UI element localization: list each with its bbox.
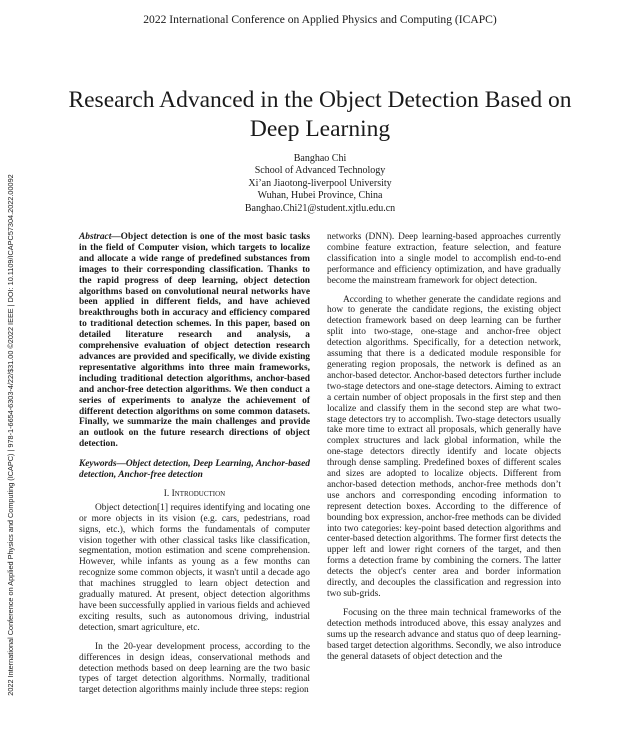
abstract-label: Abstract—: [79, 232, 121, 242]
author-block: [0, 153, 640, 215]
section-heading-introduction: [79, 489, 310, 500]
right-paragraph-2: Focusing on the three main technical frameworks of the detection methods introduced above, this essay analyzes and sums up the research advance and status quo of deep learning-based target detection algorithms. Secondly, we also introduce the general datasets of object detection and the: [327, 607, 561, 662]
abstract: [79, 232, 310, 450]
section-title: Introduction: [171, 488, 226, 499]
intro-paragraph-2: In the 20-year development process, according to the differences in design ideas, conservational methods and detection methods based on deep learning are the two basic types of target detection algorithms. Normally, traditional target detection algorithms mainly include three steps: region: [79, 641, 310, 696]
author-name: Banghao Chi: [293, 153, 347, 164]
keywords-label: Keywords—: [79, 459, 126, 470]
abstract-text: Object detection is one of the most basic tasks in the field of Computer vision, which targets to localize and allocate a wide range of predefined substances from images to their corresponding classification. Thanks to the rapid progress of deep learning, object detection algorithms based on convolutional neural networks have been applied in different fields, and have achieved breakthroughs both in accuracy and efficiency compared to traditional detection schemes. In this paper, based on detailed literature research and analysis, a comprehensive evaluation of object detection research advances are provided and specifically, we divide existing representative algorithms into three main frameworks, including traditional detection algorithms, anchor-based and anchor-free detection algorithms. We then conduct a series of experiments to analyze the achievement of different detection algorithms on some common datasets. Finally, we summarize the main challenges and provide an outlook on the future research directions of object detection.: [79, 232, 310, 450]
author-email: Banghao.Chi21@student.xjtlu.edu.cn: [244, 202, 396, 214]
conference-header: 2022 International Conference on Applied Physics and Computing (ICAPC): [143, 13, 497, 26]
author-location: Wuhan, Hubei Province, China: [257, 190, 383, 202]
keywords-text: Object detection, Deep Learning, Anchor-based detection, Anchor-free detection: [79, 459, 310, 481]
paper-title: Research Advanced in the Object Detection Based on Deep Learning: [68, 87, 572, 142]
right-paragraph-1: According to whether generate the candidate regions and how to generate the candidate regions, the existing object detection framework based on deep learning can be further split into two-stage, one-stage and anchor-free object detection algorithms. Specifically, for a detection network, assuming that there is a dedicated module responsible for generating region proposals, the network is defined as an anchor-based detector. Anchor-based detectors further include two-stage detectors and one-stage detectors. Aiming to extract a certain number of object proposals in the first step and then localize and classify them in the second step are what two-stage detectors try to accomplish. Two-stage detectors usually take more time to extract all proposals, which generally have complex structures and lack global information, while the one-stage detectors directly identify and locate objects through dense sampling. Predefined boxes of different scales and sizes are adopted to localize objects. Different from anchor-based detection methods, anchor-free methods don’t use anchors and corresponding encoding information to represent detection boxes. According to the difference of bounding box expression, anchor-free methods can be divided into two categories: key-point based detection algorithms and center-based detection algorithms. The former first detects the upper left and lower right corners of the target, and then forms a detection frame by combining the corners. The latter detects the object's center area and border information directly, and decouples the classification and regression into two sub-grids.: [327, 294, 561, 599]
doi-sidebar: 2022 International Conference on Applied Physics and Computing (ICAPC) | 978-1-6654-6303-4/22/$31.00 ©2022 IEEE | DOI: 10.1109/ICAPC57304.2022.00092: [6, 174, 15, 696]
section-number: I.: [163, 488, 172, 499]
right-column: [327, 232, 561, 662]
author-affiliation-school: School of Advanced Technology: [254, 165, 386, 177]
left-column: [79, 232, 310, 696]
author-affiliation-university: Xi’an Jiaotong-liverpool University: [248, 177, 392, 189]
intro-paragraph-1: Object detection[1] requires identifying and locating one or more objects in its vision (e.g. cars, pedestrians, road signs, etc.), which forms the fundamentals of computer vision together with other classical tasks like classification, segmentation, motion estimation and scene comprehension. However, while infants as young as a few months can recognize some common objects, it wasn't until a decade ago that machines struggled to learn object detection and gradually matured. At present, object detection algorithms have been successfully applied in various fields and achieved exciting results, such as autonomous driving, industrial detection, smart agriculture, etc.: [79, 502, 310, 633]
right-paragraph-0: networks (DNN). Deep learning-based approaches currently combine feature extraction, feature selection, and feature classification into a single model to accomplish end-to-end performance and efficiency optimization, and have gradually become the mainstream framework for object detection.: [327, 232, 561, 286]
keywords: [79, 459, 310, 481]
